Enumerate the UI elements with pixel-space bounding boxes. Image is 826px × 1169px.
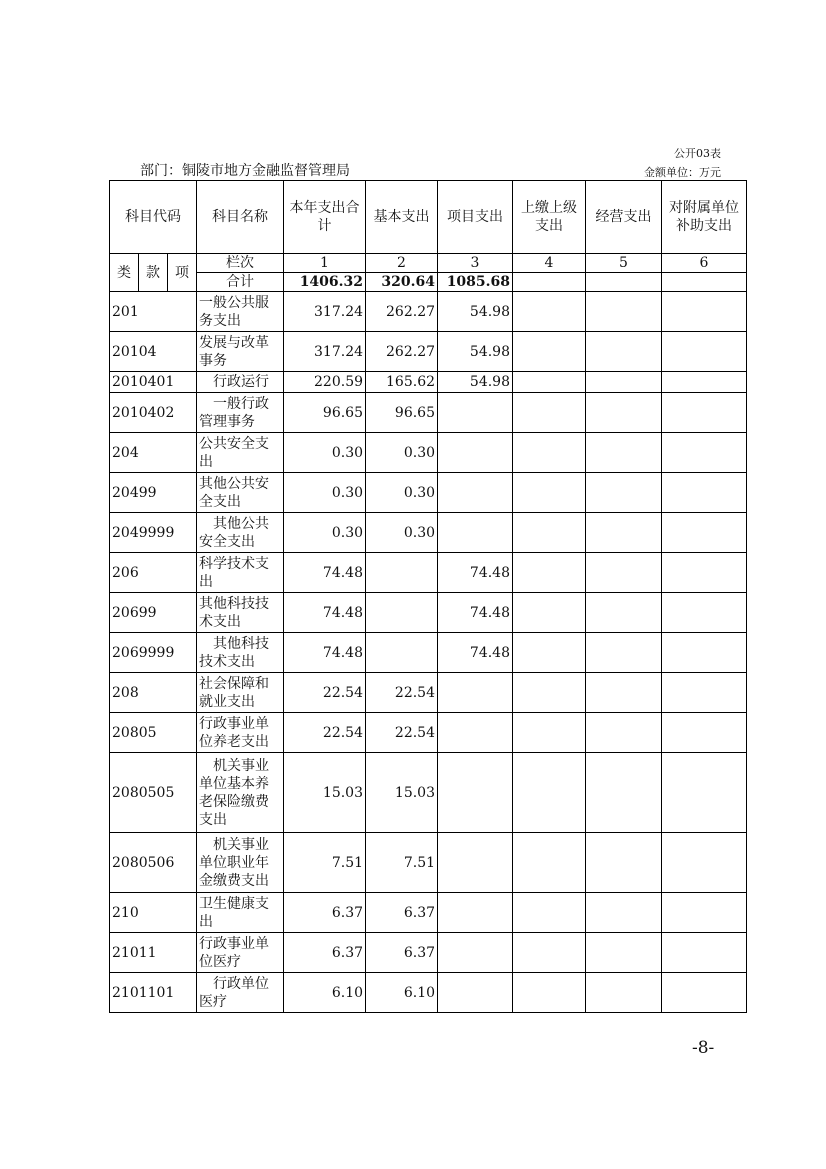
row-code: 2010401: [110, 372, 197, 393]
row-upper: [513, 973, 586, 1013]
table-row: [110, 292, 747, 332]
row-name: 一般行政管理事务: [197, 393, 284, 433]
row-name: 其他科技技术支出: [197, 633, 284, 673]
row-basic: [366, 633, 438, 673]
row-code: 206: [110, 553, 197, 593]
row-code: 20104: [110, 332, 197, 372]
row-upper: [513, 673, 586, 713]
table-row: [110, 553, 747, 593]
row-basic: 15.03: [366, 753, 438, 833]
row-business: [586, 332, 662, 372]
table-row: [110, 673, 747, 713]
column-number-4: 4: [513, 254, 586, 273]
table-row: [110, 593, 747, 633]
row-basic: 262.27: [366, 292, 438, 332]
header-subsidy: 对附属单位补助支出: [662, 181, 747, 254]
row-business: [586, 713, 662, 753]
row-upper: [513, 513, 586, 553]
column-number-6: 6: [662, 254, 747, 273]
row-business: [586, 673, 662, 713]
row-total: 74.48: [284, 553, 366, 593]
row-subsidy: [662, 593, 747, 633]
row-subsidy: [662, 513, 747, 553]
row-total: 6.37: [284, 893, 366, 933]
table-row: [110, 513, 747, 553]
row-upper: [513, 753, 586, 833]
row-basic: 7.51: [366, 833, 438, 893]
row-code: 2080506: [110, 833, 197, 893]
row-subsidy: [662, 893, 747, 933]
row-total: 6.10: [284, 973, 366, 1013]
header-name: 科目名称: [197, 181, 284, 254]
row-business: [586, 513, 662, 553]
row-project: 74.48: [438, 553, 513, 593]
table-row: [110, 332, 747, 372]
row-basic: 6.37: [366, 933, 438, 973]
row-business: [586, 933, 662, 973]
table-row: [110, 372, 747, 393]
row-subsidy: [662, 393, 747, 433]
row-upper: [513, 633, 586, 673]
row-code: 21011: [110, 933, 197, 973]
row-business: [586, 292, 662, 332]
row-code: 208: [110, 673, 197, 713]
amount-unit: 金额单位：万元: [644, 166, 721, 179]
row-project: 54.98: [438, 292, 513, 332]
row-code: 204: [110, 433, 197, 473]
row-subsidy: [662, 973, 747, 1013]
row-name: 机关事业单位基本养老保险缴费支出: [197, 753, 284, 833]
row-total: 74.48: [284, 593, 366, 633]
row-total: 96.65: [284, 393, 366, 433]
row-upper: [513, 473, 586, 513]
row-upper: [513, 433, 586, 473]
row-code: 2069999: [110, 633, 197, 673]
row-code: 20499: [110, 473, 197, 513]
row-business: [586, 593, 662, 633]
row-project: 54.98: [438, 372, 513, 393]
table-row: [110, 473, 747, 513]
row-total: 0.30: [284, 433, 366, 473]
row-project: [438, 513, 513, 553]
row-total: 22.54: [284, 673, 366, 713]
row-basic: 6.10: [366, 973, 438, 1013]
row-upper: [513, 372, 586, 393]
header-upper: 上缴上级支出: [513, 181, 586, 254]
expenditure-table: [109, 180, 747, 1013]
row-project: [438, 673, 513, 713]
row-total: 74.48: [284, 633, 366, 673]
row-upper: [513, 593, 586, 633]
row-total: 220.59: [284, 372, 366, 393]
row-name: 公共安全支出: [197, 433, 284, 473]
row-business: [586, 553, 662, 593]
header-code: 科目代码: [110, 181, 197, 254]
row-business: [586, 833, 662, 893]
row-upper: [513, 332, 586, 372]
row-upper: [513, 933, 586, 973]
row-total: 317.24: [284, 332, 366, 372]
header-basic: 基本支出: [366, 181, 438, 254]
row-total: 22.54: [284, 713, 366, 753]
row-project: [438, 833, 513, 893]
table-row: [110, 933, 747, 973]
table-row: [110, 753, 747, 833]
row-total: 15.03: [284, 753, 366, 833]
row-total: 317.24: [284, 292, 366, 332]
row-name: 机关事业单位职业年金缴费支出: [197, 833, 284, 893]
total-basic: 320.64: [366, 273, 438, 292]
row-upper: [513, 292, 586, 332]
table-row: [110, 973, 747, 1013]
header-total: 本年支出合计: [284, 181, 366, 254]
row-total: 0.30: [284, 473, 366, 513]
row-business: [586, 372, 662, 393]
total-project: 1085.68: [438, 273, 513, 292]
row-project: [438, 473, 513, 513]
table-row: [110, 833, 747, 893]
row-name: 科学技术支出: [197, 553, 284, 593]
form-number: 公开03表: [674, 147, 721, 160]
row-code: 2101101: [110, 973, 197, 1013]
row-subsidy: [662, 673, 747, 713]
row-business: [586, 973, 662, 1013]
department-label: 部门：铜陵市地方金融监督管理局: [140, 163, 350, 179]
row-name: 发展与改革事务: [197, 332, 284, 372]
row-project: 74.48: [438, 633, 513, 673]
row-basic: 0.30: [366, 473, 438, 513]
row-upper: [513, 893, 586, 933]
row-name: 行政事业单位医疗: [197, 933, 284, 973]
row-project: [438, 973, 513, 1013]
row-project: 74.48: [438, 593, 513, 633]
row-subsidy: [662, 372, 747, 393]
row-subsidy: [662, 553, 747, 593]
row-project: [438, 433, 513, 473]
table-row: [110, 393, 747, 433]
row-code: 2010402: [110, 393, 197, 433]
row-name: 其他公共安全支出: [197, 473, 284, 513]
row-upper: [513, 553, 586, 593]
row-basic: [366, 593, 438, 633]
row-name: 行政单位医疗: [197, 973, 284, 1013]
row-subsidy: [662, 473, 747, 513]
header-row: [110, 181, 747, 254]
total-label: 合计: [197, 273, 284, 292]
table-row: [110, 713, 747, 753]
row-code: 20805: [110, 713, 197, 753]
row-business: [586, 393, 662, 433]
row-subsidy: [662, 933, 747, 973]
row-upper: [513, 713, 586, 753]
row-name: 行政运行: [197, 372, 284, 393]
row-code: 201: [110, 292, 197, 332]
sub-header-lei: 类: [110, 254, 139, 292]
column-number-5: 5: [586, 254, 662, 273]
row-project: [438, 933, 513, 973]
column-number-3: 3: [438, 254, 513, 273]
row-business: [586, 433, 662, 473]
row-subsidy: [662, 433, 747, 473]
column-number-2: 2: [366, 254, 438, 273]
table-row: [110, 433, 747, 473]
row-upper: [513, 833, 586, 893]
row-business: [586, 893, 662, 933]
row-code: 210: [110, 893, 197, 933]
row-code: 20699: [110, 593, 197, 633]
row-name: 一般公共服务支出: [197, 292, 284, 332]
total-row: [110, 273, 747, 292]
total-amount: 1406.32: [284, 273, 366, 292]
row-basic: 96.65: [366, 393, 438, 433]
table-row: [110, 893, 747, 933]
row-upper: [513, 393, 586, 433]
row-project: [438, 893, 513, 933]
row-code: 2049999: [110, 513, 197, 553]
row-total: 0.30: [284, 513, 366, 553]
page-number: -8-: [692, 1038, 715, 1058]
row-total: 6.37: [284, 933, 366, 973]
row-business: [586, 633, 662, 673]
column-number-row: [110, 254, 747, 273]
row-basic: 262.27: [366, 332, 438, 372]
sub-header-kuan: 款: [139, 254, 168, 292]
header-project: 项目支出: [438, 181, 513, 254]
row-subsidy: [662, 633, 747, 673]
row-basic: 6.37: [366, 893, 438, 933]
row-basic: 165.62: [366, 372, 438, 393]
table-row: [110, 633, 747, 673]
row-subsidy: [662, 292, 747, 332]
row-subsidy: [662, 833, 747, 893]
row-name: 行政事业单位养老支出: [197, 713, 284, 753]
row-basic: 0.30: [366, 513, 438, 553]
row-business: [586, 473, 662, 513]
row-basic: 22.54: [366, 673, 438, 713]
row-code: 2080505: [110, 753, 197, 833]
row-name: 社会保障和就业支出: [197, 673, 284, 713]
sub-header-xiang: 项: [168, 254, 197, 292]
row-project: [438, 393, 513, 433]
row-subsidy: [662, 332, 747, 372]
row-name: 其他公共安全支出: [197, 513, 284, 553]
row-project: [438, 753, 513, 833]
row-subsidy: [662, 753, 747, 833]
header-business: 经营支出: [586, 181, 662, 254]
row-basic: 22.54: [366, 713, 438, 753]
row-total: 7.51: [284, 833, 366, 893]
row-basic: [366, 553, 438, 593]
row-business: [586, 753, 662, 833]
row-project: 54.98: [438, 332, 513, 372]
row-basic: 0.30: [366, 433, 438, 473]
row-project: [438, 713, 513, 753]
row-name: 卫生健康支出: [197, 893, 284, 933]
column-number-label: 栏次: [197, 254, 284, 273]
row-name: 其他科技技术支出: [197, 593, 284, 633]
column-number-1: 1: [284, 254, 366, 273]
row-subsidy: [662, 713, 747, 753]
